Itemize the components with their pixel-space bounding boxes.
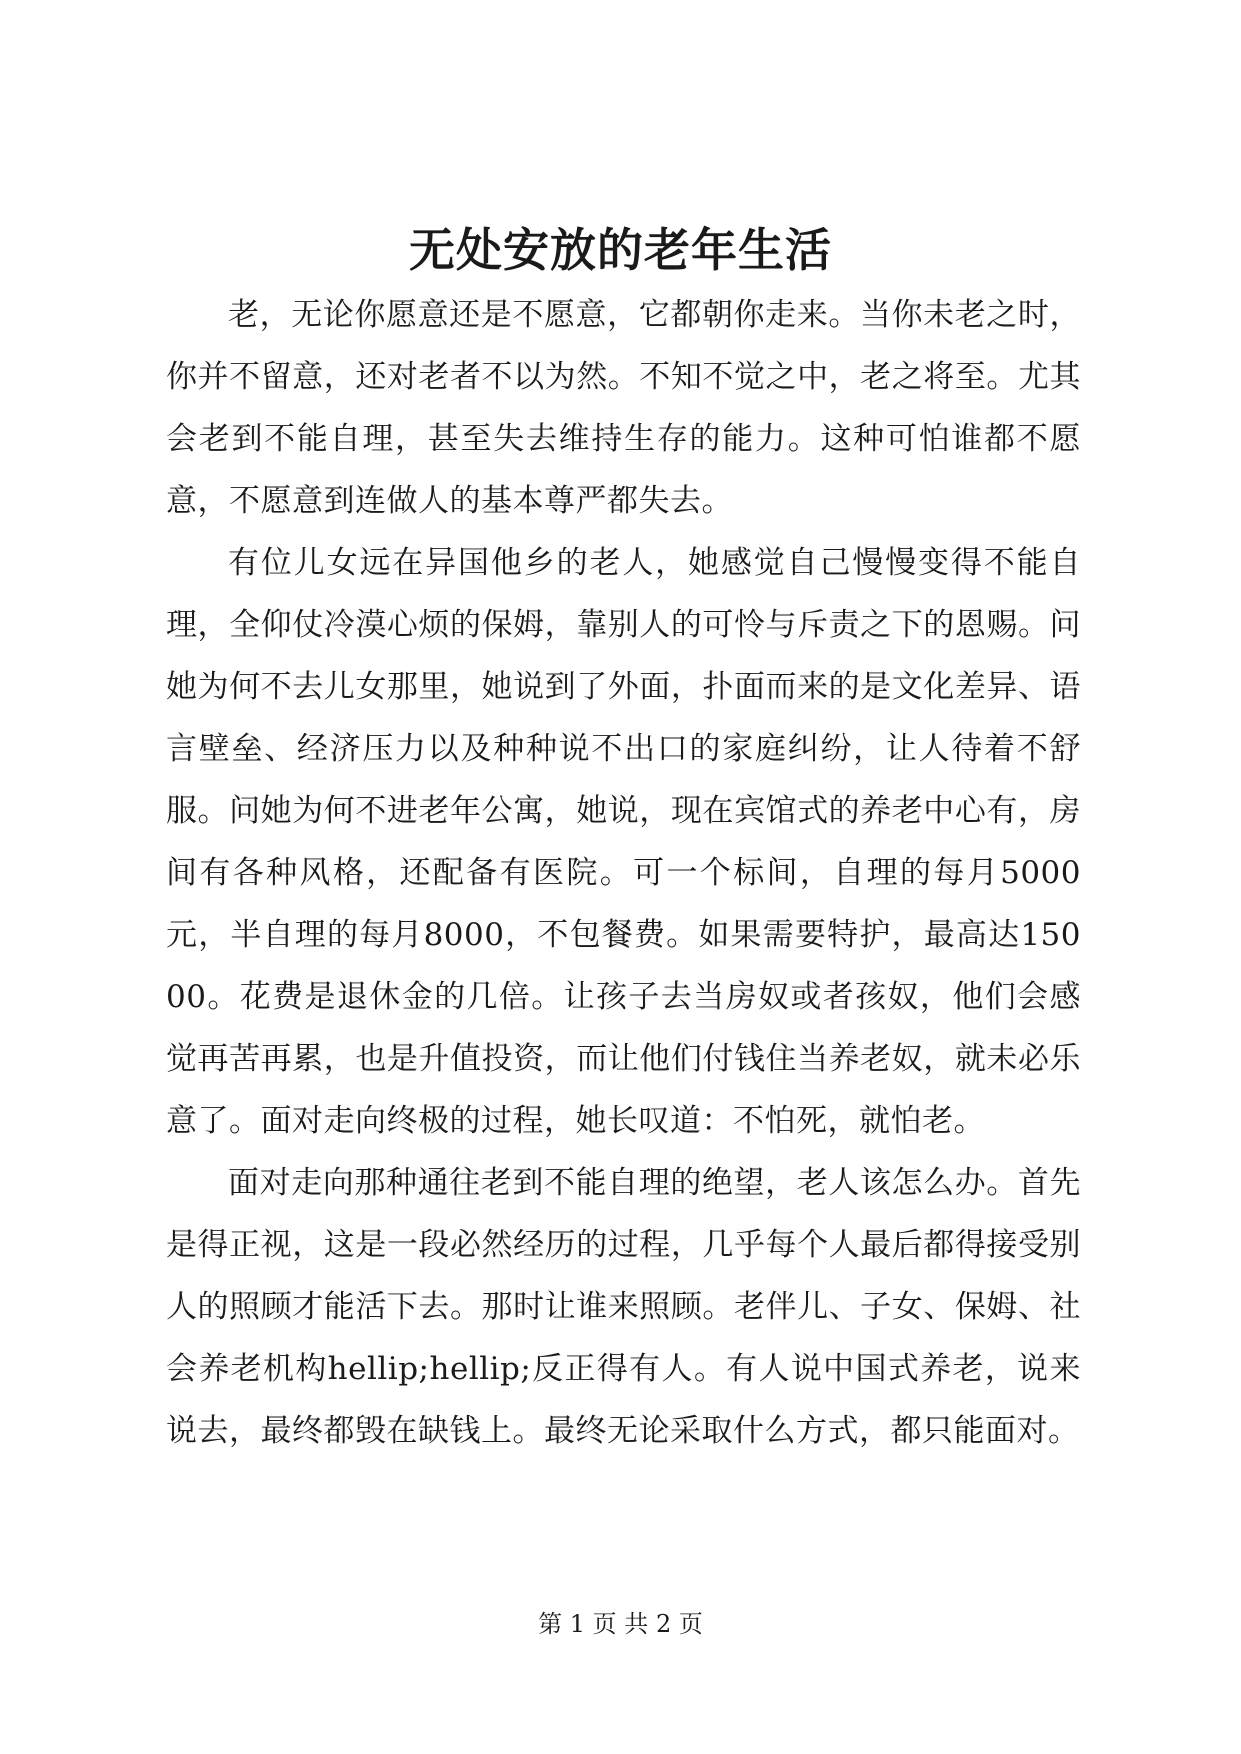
document-title: 无处安放的老年生活 bbox=[409, 223, 832, 277]
paragraph-1: 老，无论你愿意还是不愿意，它都朝你走来。当你未老之时，你并不留意，还对老者不以为然。不知不觉之中，老之将至。尤其会老到不能自理，甚至失去维持生存的能力。这种可怕谁都不愿意，不愿意到连做人的基本尊严都失去。 bbox=[166, 297, 1081, 519]
paragraph-3: 面对走向那种通往老到不能自理的绝望，老人该怎么办。首先是得正视，这是一段必然经历的过程，几乎每个人最后都得接受别人的照顾才能活下去。那时让谁来照顾。老伴儿、子女、保姆、社会养老机构hellip;hellip;反正得有人。有人说中国式养老，说来说去，最终都毁在缺钱上。最终无论采取什么方式，都只能面对。 bbox=[166, 1165, 1081, 1449]
paragraph-2: 有位儿女远在异国他乡的老人，她感觉自己慢慢变得不能自理，全仰仗冷漠心烦的保姆，靠别人的可怜与斥责之下的恩赐。问她为何不去儿女那里，她说到了外面，扑面而来的是文化差异、语言壁垒、经济压力以及种种说不出口的家庭纠纷，让人待着不舒服。问她为何不进老年公寓，她说，现在宾馆式的养老中心有，房间有各种风格，还配备有医院。可一个标间，自理的每月5000元，半自理的每月8000，不包餐费。如果需要特护，最高达15000。花费是退休金的几倍。让孩子去当房奴或者孩奴，他们会感觉再苦再累，也是升值投资，而让他们付钱住当养老奴，就未必乐意了。面对走向终极的过程，她长叹道：不怕死，就怕老。 bbox=[166, 545, 1081, 1139]
page-number-footer: 第 1 页 共 2 页 bbox=[538, 1610, 703, 1638]
document-body bbox=[166, 284, 1081, 1462]
